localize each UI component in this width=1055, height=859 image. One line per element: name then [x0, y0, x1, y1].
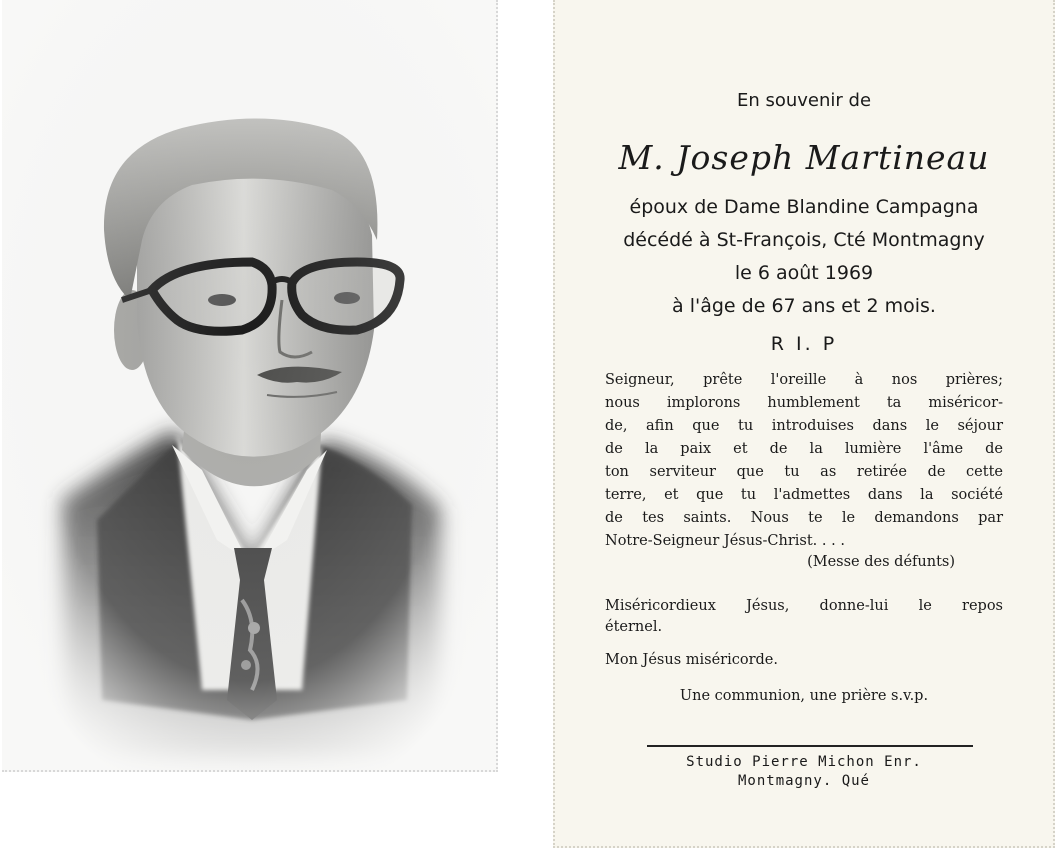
- prayer-line: de la paix et de la lumière l'âme de: [605, 441, 1003, 457]
- deceased-name: M. Joseph Martineau: [618, 138, 990, 177]
- memorial-text-card: [553, 0, 1055, 848]
- prayer-line: de tes saints. Nous te le demandons par: [605, 510, 1003, 526]
- invocation-line: Mon Jésus miséricorde.: [605, 652, 778, 668]
- age-line: à l'âge de 67 ans et 2 mois.: [672, 295, 936, 317]
- divider: [647, 745, 973, 747]
- date-line: le 6 août 1969: [734, 262, 874, 284]
- prayer-line: nous implorons humblement ta miséricor-: [605, 395, 1003, 411]
- prayer-line: Notre-Seigneur Jésus-Christ. . . .: [605, 533, 845, 549]
- spouse-line: époux de Dame Blandine Campagna: [629, 196, 979, 218]
- prayer-line: de, afin que tu introduises dans le séjour: [605, 418, 1003, 434]
- portrait-photo-card: [2, 0, 498, 772]
- rip-text: R I. P: [770, 333, 838, 355]
- prayer-line: terre, et que tu l'admettes dans la société: [605, 487, 1003, 503]
- studio-name: Studio Pierre Michon Enr.: [686, 754, 922, 770]
- studio-location: Montmagny. Qué: [737, 773, 870, 789]
- prayer-line: ton serviteur que tu as retirée de cette: [605, 464, 1003, 480]
- portrait-photo: [2, 0, 496, 770]
- invocation-line: éternel.: [605, 619, 663, 635]
- closing-request: Une communion, une prière s.v.p.: [679, 688, 929, 704]
- invocation-line: Miséricordieux Jésus, donne-lui le repos: [605, 598, 1003, 614]
- death-place-line: décédé à St-François, Cté Montmagny: [623, 229, 985, 251]
- card-header: En souvenir de: [736, 90, 872, 111]
- prayer-source: (Messe des défunts): [807, 554, 955, 570]
- prayer-line: Seigneur, prête l'oreille à nos prières;: [605, 372, 1003, 388]
